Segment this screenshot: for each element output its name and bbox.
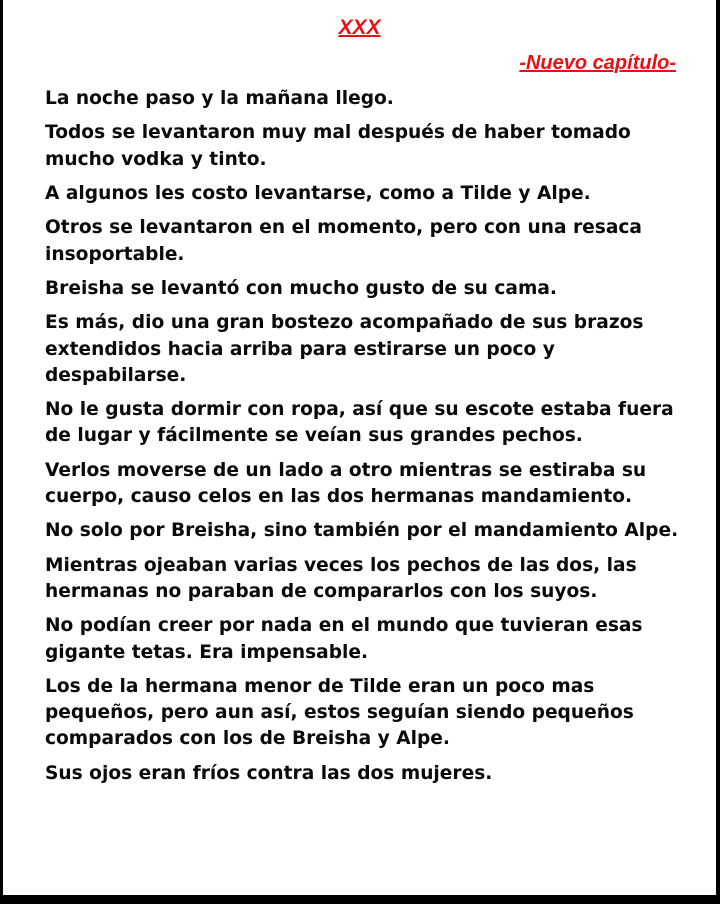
paragraph: Los de la hermana menor de Tilde eran un poco mas pequeños, pero aun así, estos seguían siendo pequeños comparados con los de Breisha y Alpe. xyxy=(45,675,634,750)
paragraph: A algunos les costo levantarse, como a Tilde y Alpe. xyxy=(45,182,591,204)
paragraph: Mientras ojeaban varias veces los pechos de las dos, las hermanas no paraban de compararlos con los suyos. xyxy=(45,554,637,602)
paragraph: Breisha se levantó con mucho gusto de su cama. xyxy=(45,277,557,299)
paragraph: No podían creer por nada en el mundo que tuvieran esas gigante tetas. Era impensable. xyxy=(45,615,643,663)
story-body xyxy=(45,86,685,795)
paragraph: No le gusta dormir con ropa, así que su escote estaba fuera de lugar y fácilmente se veían sus grandes pechos. xyxy=(45,399,674,447)
document-title: XXX xyxy=(338,16,381,39)
paragraph: Sus ojos eran fríos contra las dos mujeres. xyxy=(45,762,493,784)
paragraph: La noche paso y la mañana llego. xyxy=(45,88,394,109)
paragraph: Todos se levantaron muy mal después de haber tomado mucho vodka y tinto. xyxy=(45,122,631,170)
paragraph: No solo por Breisha, sino también por el mandamiento Alpe. xyxy=(45,520,679,542)
paragraph: Es más, dio una gran bostezo acompañado de sus brazos extendidos hacia arriba para estirarse un poco y despabilarse. xyxy=(45,312,644,386)
paragraph: Verlos moverse de un lado a otro mientras se estiraba su cuerpo, causo celos en las dos hermanas mandamiento. xyxy=(45,459,647,507)
paragraph: Otros se levantaron en el momento, pero con una resaca insoportable. xyxy=(45,217,642,265)
document-page xyxy=(3,0,716,895)
chapter-heading: -Nuevo capítulo- xyxy=(519,52,676,74)
